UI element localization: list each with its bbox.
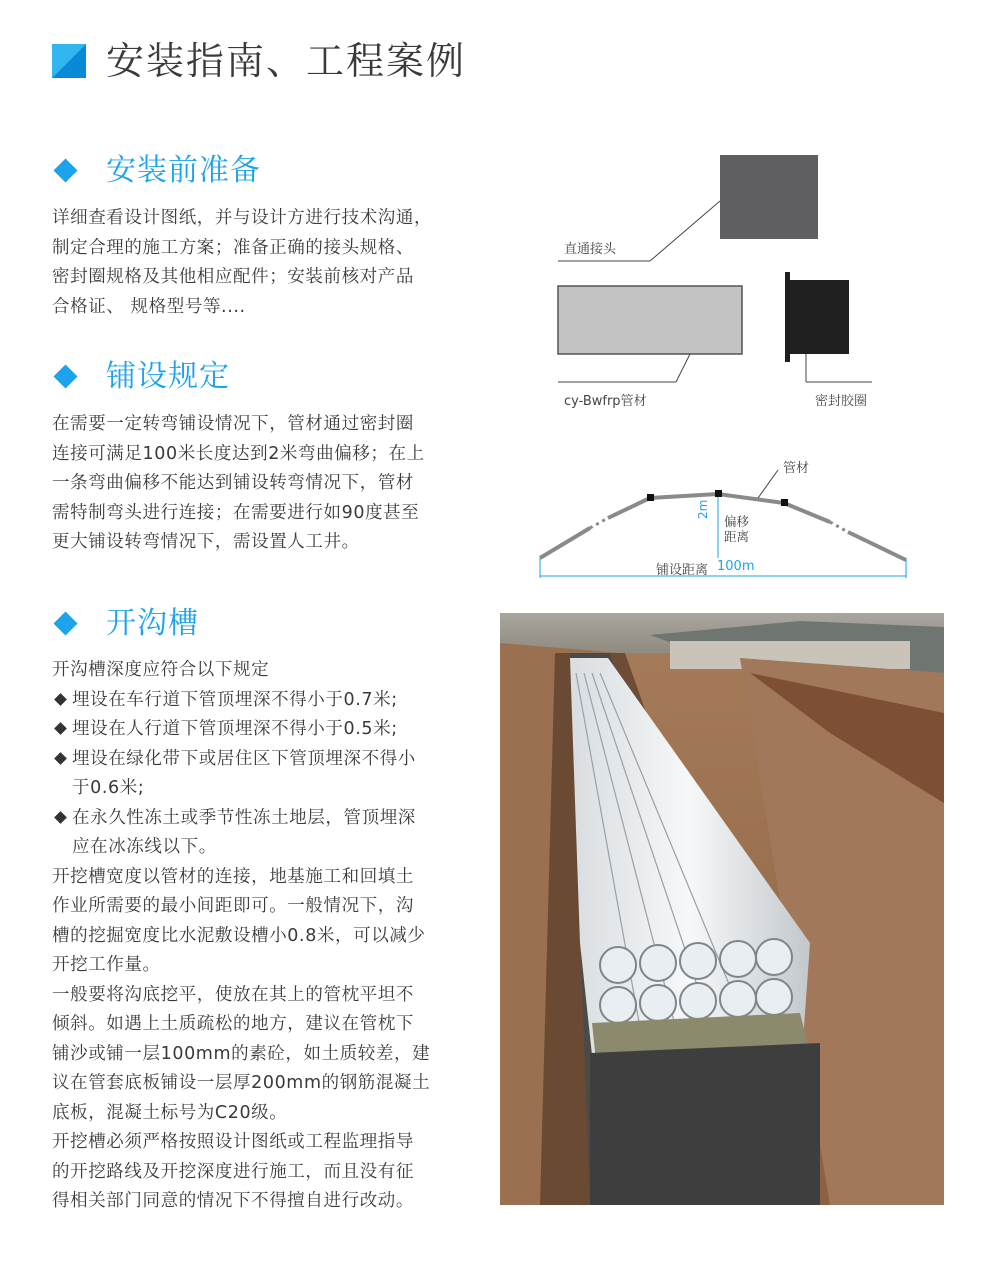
section-title-trenching: 开沟槽 <box>106 606 199 641</box>
section-title-preparation: 安装前准备 <box>106 153 261 188</box>
text-line: 得相关部门同意的情况下不得擅自进行改动。 <box>52 1191 414 1211</box>
joint-marker <box>781 499 788 506</box>
seal-ring-shape <box>789 280 849 354</box>
text-line: 密封圈规格及其他相应配件；安装前核对产品 <box>52 267 414 287</box>
leader-line <box>650 201 720 261</box>
page-title: 安装指南、工程案例 <box>106 39 467 83</box>
connector-shape <box>720 155 818 239</box>
offset-label-1: 偏移 <box>724 514 750 529</box>
leader-line <box>758 470 778 498</box>
text-line: 制定合理的施工方案；准备正确的接头规格、 <box>52 237 414 258</box>
pipe-segment <box>540 528 590 558</box>
joint-marker <box>715 490 722 497</box>
section-diamond-icon <box>53 158 77 182</box>
section-diamond-icon <box>53 364 77 388</box>
pipe-label: cy-Bwfrp管材 <box>564 394 647 409</box>
pipe-segment-dashed <box>830 522 848 532</box>
joint-marker <box>647 494 654 501</box>
seal-label: 密封胶圈 <box>815 394 868 409</box>
offset-label-2: 距离 <box>724 529 750 544</box>
pipe-top-label: 管材 <box>783 461 810 476</box>
text-line: 需特制弯头进行连接；在需要进行如90度甚至 <box>52 502 420 523</box>
text-line: 底板，混凝土标号为C20级。 <box>52 1102 288 1123</box>
text-line: 开挖槽宽度以管材的连接，地基施工和回填土 <box>52 866 414 887</box>
section-body-preparation <box>52 204 432 322</box>
text-line: 更大铺设转弯情况下，需设置人工井。 <box>52 532 360 552</box>
section-body-trenching <box>52 656 430 1217</box>
bullet-item: 埋设在人行道下管顶埋深不得小于0.5米; <box>52 715 430 745</box>
pipe-segment-dashed <box>590 518 608 528</box>
pipe-segment <box>848 532 906 560</box>
bullet-item: 埋设在车行道下管顶埋深不得小于0.7米; <box>52 686 430 716</box>
text-line: 详细查看设计图纸，并与设计方进行技术沟通， <box>52 208 433 228</box>
offset-value: 2m <box>696 499 710 519</box>
text-line: 在需要一定转弯铺设情况下，管材通过密封圈 <box>52 414 414 434</box>
distance-value: 100m <box>717 559 755 574</box>
bullet-continuation: 于0.6米; <box>72 778 145 798</box>
text-line: 开挖槽必须严格按照设计图纸或工程监理指导 <box>52 1132 414 1152</box>
text-line: 开挖工作量。 <box>52 955 161 975</box>
text-line: 铺沙或铺一层100mm的素砼，如土质较差，建 <box>52 1043 431 1064</box>
leader-line <box>676 354 690 382</box>
trench-photo <box>500 613 944 1205</box>
section-diamond-icon <box>53 611 77 635</box>
header-square-icon <box>52 44 86 78</box>
bullet-item: 在永久性冻土或季节性冻土地层，管顶埋深 <box>52 804 430 834</box>
bullet-continuation: 应在冰冻线以下。 <box>72 837 217 857</box>
text-line: 倾斜。如遇上土质疏松的地方，建议在管枕下 <box>52 1014 414 1034</box>
text-line: 合格证、 规格型号等.... <box>52 296 246 317</box>
text-line: 连接可满足100米长度达到2米弯曲偏移；在上 <box>52 443 425 464</box>
text-line: 议在管套底板铺设一层厚200mm的钢筋混凝土 <box>52 1073 431 1093</box>
text-line: 一条弯曲偏移不能达到铺设转弯情况下，管材 <box>52 473 414 493</box>
section-body-laying-rules <box>52 410 425 558</box>
bullet-item: 埋设在绿化带下或居住区下管顶埋深不得小 <box>52 745 430 775</box>
text-line: 开沟槽深度应符合以下规定 <box>52 660 270 680</box>
pipe-segment <box>608 494 830 522</box>
text-line: 槽的挖掘宽度比水泥敷设槽小0.8米，可以减少 <box>52 925 426 946</box>
distance-label: 铺设距离 <box>656 563 709 578</box>
components-diagram <box>540 140 900 420</box>
text-line: 一般要将沟底挖平，使放在其上的管枕平坦不 <box>52 984 414 1005</box>
text-line: 的开挖路线及开挖深度进行施工，而且没有征 <box>52 1161 414 1182</box>
pipe-shape <box>558 286 742 354</box>
connector-label: 直通接头 <box>564 242 617 257</box>
section-title-laying-rules: 铺设规定 <box>106 359 230 394</box>
text-line: 作业所需要的最小间距即可。一般情况下，沟 <box>52 896 414 916</box>
